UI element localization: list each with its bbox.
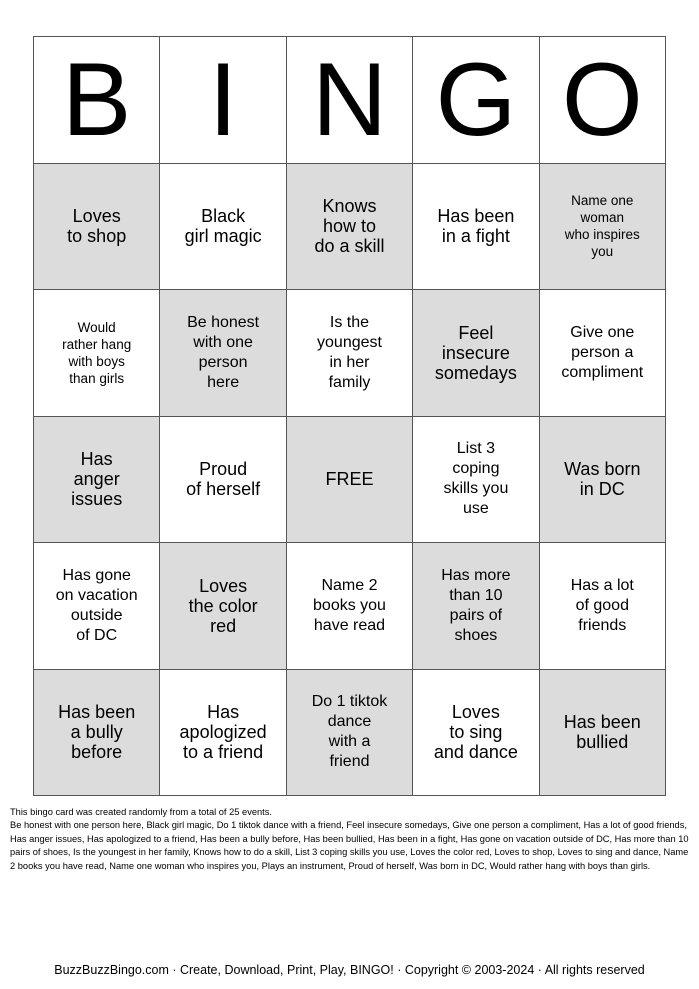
bingo-cell: Proud of herself — [160, 417, 286, 544]
bingo-cell: Has been in a fight — [413, 164, 539, 291]
bingo-cell: Would rather hang with boys than girls — [34, 290, 160, 417]
bingo-cell: Name 2 books you have read — [287, 543, 413, 670]
header-letter-b: B — [34, 37, 160, 164]
free-space-cell: FREE — [287, 417, 413, 544]
bingo-cell: Has apologized to a friend — [160, 670, 286, 797]
bingo-cell: Loves to shop — [34, 164, 160, 291]
bingo-cell: Give one person a compliment — [540, 290, 666, 417]
bingo-cell: List 3 coping skills you use — [413, 417, 539, 544]
bingo-cell: Feel insecure somedays — [413, 290, 539, 417]
bingo-cell: Name one woman who inspires you — [540, 164, 666, 291]
bingo-cell: Has been bullied — [540, 670, 666, 797]
bingo-cell: Loves to sing and dance — [413, 670, 539, 797]
bingo-cell: Was born in DC — [540, 417, 666, 544]
header-letter-g: G — [413, 37, 539, 164]
header-letter-n: N — [287, 37, 413, 164]
bingo-cell: Has gone on vacation outside of DC — [34, 543, 160, 670]
bingo-cell: Is the youngest in her family — [287, 290, 413, 417]
bingo-cell: Black girl magic — [160, 164, 286, 291]
card-description — [10, 806, 690, 873]
bingo-cell: Be honest with one person here — [160, 290, 286, 417]
footer-copyright: BuzzBuzzBingo.com · Create, Download, Print, Play, BINGO! · Copyright © 2003-2024 · All rights reserved — [54, 963, 645, 977]
bingo-cell: Loves the color red — [160, 543, 286, 670]
bingo-cell: Has been a bully before — [34, 670, 160, 797]
bingo-cell: Has a lot of good friends — [540, 543, 666, 670]
header-letter-i: I — [160, 37, 286, 164]
bingo-cell: Knows how to do a skill — [287, 164, 413, 291]
bingo-cell: Has more than 10 pairs of shoes — [413, 543, 539, 670]
bingo-card — [33, 36, 666, 796]
event-list: Be honest with one person here, Black girl magic, Do 1 tiktok dance with a friend, Feel insecure somedays, Give one person a compliment, Has a lot of good friends, Has anger issues, Has apologized to a friend, Has been a bully before, Has been bullied, Has been in a fight, Has gone on vacation outside of DC, Has more than 10 pairs of shoes, Is the youngest in her family, Knows how to do a skill, List 3 coping skills you use, Loves the color red, Loves to shop, Loves to sing and dance, Name 2 books you have read, Name one woman who inspires you, Plays an instrument, Proud of herself, Was born in DC, Would rather hang with boys than girls. — [10, 820, 689, 871]
bingo-cell: Do 1 tiktok dance with a friend — [287, 670, 413, 797]
bingo-cell: Has anger issues — [34, 417, 160, 544]
header-letter-o: O — [540, 37, 666, 164]
card-description-intro: This bingo card was created randomly from a total of 25 events. — [10, 807, 272, 817]
